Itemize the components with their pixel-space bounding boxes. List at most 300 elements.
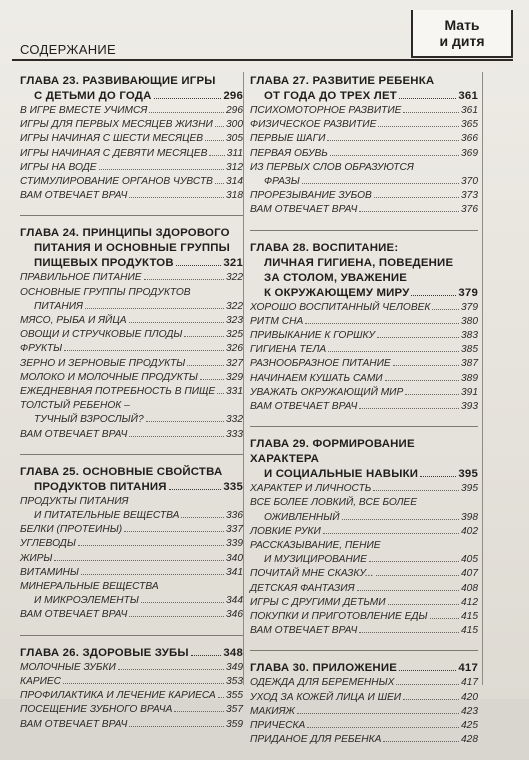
toc-entry-page-number: 361 xyxy=(461,105,478,116)
chapter-title-row xyxy=(250,89,478,104)
toc-entry xyxy=(250,733,478,747)
dot-leader xyxy=(64,350,224,351)
toc-entry-label: ИГРЫ НА ВОДЕ xyxy=(20,161,97,173)
toc-entry-label: УХОД ЗА КОЖЕЙ ЛИЦА И ШЕИ xyxy=(250,691,402,703)
toc-entry-page-number: 353 xyxy=(226,675,243,687)
toc-entry-page-number: 379 xyxy=(461,301,478,313)
dot-leader xyxy=(305,323,459,324)
chapter-title-row xyxy=(20,480,243,495)
toc-entry-label: ВИТАМИНЫ xyxy=(20,566,79,578)
chapter-title-line: ПРОДУКТОВ ПИТАНИЯ xyxy=(34,480,167,493)
toc-entry xyxy=(20,703,243,717)
dot-leader xyxy=(378,126,459,127)
toc-entry-page-number: 402 xyxy=(461,525,478,537)
toc-entry-label: ПЕРВЫЕ ШАГИ xyxy=(250,133,326,145)
toc-entry-label: ПСИХОМОТОРНОЕ РАЗВИТИЕ xyxy=(250,105,402,116)
toc-entry-page-number: 369 xyxy=(461,147,478,159)
toc-entry-label: ПИТАНИЯ xyxy=(34,300,83,312)
chapter-title xyxy=(250,661,478,676)
toc-entry-page-number: 318 xyxy=(226,190,243,202)
toc-entry xyxy=(250,329,478,343)
toc-entry xyxy=(250,596,478,610)
chapter-title-line: К ОКРУЖАЮЩЕМУ МИРУ xyxy=(264,286,410,299)
chapter-title-row xyxy=(250,467,478,482)
chapter-page-number: 395 xyxy=(458,468,478,481)
dot-leader xyxy=(141,602,224,603)
toc-entry-page-number: 339 xyxy=(226,538,243,550)
dot-leader xyxy=(209,155,224,156)
toc-entry-page-number: 393 xyxy=(461,401,478,413)
toc-entry xyxy=(20,661,243,675)
toc-entry xyxy=(20,523,243,537)
chapter-page-number: 335 xyxy=(223,480,243,493)
toc-entry-page-number: 420 xyxy=(461,691,478,703)
toc-entry xyxy=(20,385,243,399)
toc-entry-page-number: 336 xyxy=(226,510,243,522)
chapter-title-line: ОТ ГОДА ДО ТРЕХ ЛЕТ xyxy=(264,90,397,102)
toc-entry-label: ВАМ ОТВЕЧАЕТ ВРАЧ xyxy=(250,625,358,637)
toc-entry xyxy=(250,567,478,581)
dot-leader xyxy=(99,169,224,170)
toc-entry-label: ОЖИВЛЕННЫЙ xyxy=(264,511,340,523)
toc-entry xyxy=(20,371,243,385)
chapter-title-row xyxy=(20,646,243,661)
toc-entry-page-number: 322 xyxy=(226,272,243,284)
chapter-title-line: С ДЕТЬМИ ДО ГОДА xyxy=(34,90,152,102)
toc-entry-page-number: 425 xyxy=(461,720,478,732)
toc-entry xyxy=(20,399,243,413)
chapter-title-line: ГЛАВА 23. РАЗВИВАЮЩИЕ ИГРЫ xyxy=(20,75,216,87)
chapter-title-line: ГЛАВА 24. ПРИНЦИПЫ ЗДОРОВОГО xyxy=(20,227,230,240)
toc-entry-label: ВАМ ОТВЕЧАЕТ ВРАЧ xyxy=(20,428,128,440)
dot-leader xyxy=(342,519,459,520)
toc-entry-page-number: 312 xyxy=(226,161,243,173)
dot-leader xyxy=(181,517,224,518)
toc-entry-label: ЖИРЫ xyxy=(20,552,53,564)
dot-leader xyxy=(376,575,459,576)
header-divider xyxy=(12,59,513,61)
toc-entry xyxy=(20,300,243,314)
toc-entry-page-number: 415 xyxy=(461,611,478,623)
toc-chapter xyxy=(20,215,243,441)
toc-entry-label: ЕЖЕДНЕВНАЯ ПОТРЕБНОСТЬ В ПИЩЕ xyxy=(20,386,216,398)
dot-leader xyxy=(154,98,222,99)
dot-leader xyxy=(81,574,224,575)
toc-entry-label: ДЕТСКАЯ ФАНТАЗИЯ xyxy=(250,582,355,594)
dot-leader xyxy=(129,616,224,617)
toc-entry xyxy=(20,104,243,118)
toc-entry xyxy=(20,495,243,509)
toc-entry-page-number: 322 xyxy=(226,300,243,312)
toc-chapter xyxy=(250,74,478,218)
dot-leader xyxy=(327,140,459,141)
chapter-title-line: ЗА СТОЛОМ, УВАЖЕНИЕ xyxy=(264,271,408,284)
dot-leader xyxy=(432,309,459,310)
dot-leader xyxy=(328,351,459,352)
toc-entry xyxy=(20,286,243,300)
chapter-title-row xyxy=(20,89,243,104)
dot-leader xyxy=(191,655,222,656)
column-divider xyxy=(243,72,244,685)
toc-entry-page-number: 314 xyxy=(226,176,243,188)
dot-leader xyxy=(297,713,459,714)
toc-entry-label: ВАМ ОТВЕЧАЕТ ВРАЧ xyxy=(20,609,128,621)
toc-entry xyxy=(20,428,243,442)
toc-entry xyxy=(20,328,243,342)
toc-entry-page-number: 415 xyxy=(461,625,478,637)
dot-leader xyxy=(129,197,224,198)
chapter-title-line: И СОЦИАЛЬНЫЕ НАВЫКИ xyxy=(264,468,419,481)
toc-entry-page-number: 357 xyxy=(226,704,243,716)
chapter-page-number: 321 xyxy=(223,257,243,270)
toc-entry-page-number: 398 xyxy=(461,511,478,523)
toc-entry-label: ИГРЫ С ДРУГИМИ ДЕТЬМИ xyxy=(250,596,386,608)
dot-leader xyxy=(129,322,224,323)
chapter-title xyxy=(20,465,243,495)
toc-entry-page-number: 387 xyxy=(461,358,478,370)
column-divider xyxy=(482,72,483,685)
dot-leader xyxy=(129,436,224,437)
dot-leader xyxy=(149,112,224,113)
toc-entry-page-number: 370 xyxy=(461,176,478,188)
toc-entry xyxy=(250,372,478,386)
toc-entry-label: ВАМ ОТВЕЧАЕТ ВРАЧ xyxy=(20,718,128,730)
toc-entry xyxy=(250,203,478,217)
toc-entry-label: ИГРЫ ДЛЯ ПЕРВЫХ МЕСЯЦЕВ ЖИЗНИ xyxy=(20,119,213,131)
chapter-title-line: ЛИЧНАЯ ГИГИЕНА, ПОВЕДЕНИЕ xyxy=(264,256,454,269)
chapter-page-number: 348 xyxy=(223,646,243,659)
toc-entry-label: ИЗ ПЕРВЫХ СЛОВ ОБРАЗУЮТСЯ xyxy=(250,161,414,173)
dot-leader xyxy=(169,489,222,490)
toc-entry-page-number: 385 xyxy=(461,344,478,356)
dot-leader xyxy=(118,669,224,670)
dot-leader xyxy=(323,533,459,534)
toc-entry-label: ОСНОВНЫЕ ГРУППЫ ПРОДУКТОВ xyxy=(20,286,191,298)
chapter-title-line: ГЛАВА 26. ЗДОРОВЫЕ ЗУБЫ xyxy=(20,646,189,659)
chapter-title-line: ПИЩЕВЫХ ПРОДУКТОВ xyxy=(34,257,174,270)
toc-entry-label: ОДЕЖДА ДЛЯ БЕРЕМЕННЫХ xyxy=(250,677,395,689)
toc-entry xyxy=(20,271,243,285)
toc-entry-label: ТОЛСТЫЙ РЕБЕНОК – xyxy=(20,400,130,412)
toc-entry xyxy=(250,357,478,371)
chapter-title xyxy=(250,437,478,482)
toc-entry xyxy=(250,189,478,203)
toc-entry xyxy=(250,161,478,175)
chapter-page-number: 361 xyxy=(458,90,478,102)
toc-entry-page-number: 305 xyxy=(226,133,243,145)
dot-leader xyxy=(357,590,459,591)
toc-chapter xyxy=(20,74,243,203)
toc-entry xyxy=(250,400,478,414)
toc-entry-page-number: 341 xyxy=(226,566,243,578)
toc-entry-page-number: 365 xyxy=(461,119,478,131)
toc-entry-page-number: 408 xyxy=(461,582,478,594)
toc-entry-page-number: 323 xyxy=(226,315,243,327)
toc-entry-page-number: 311 xyxy=(226,147,243,159)
toc-entry-label: ПОКУПКИ И ПРИГОТОВЛЕНИЕ ЕДЫ xyxy=(250,611,428,623)
toc-chapter xyxy=(250,230,478,415)
chapter-title-row xyxy=(20,256,243,271)
toc-entry-page-number: 337 xyxy=(226,524,243,536)
toc-entry xyxy=(20,580,243,594)
section-tab xyxy=(411,10,513,58)
toc-entry-label: ВАМ ОТВЕЧАЕТ ВРАЧ xyxy=(250,204,358,216)
toc-entry-label: ВАМ ОТВЕЧАЕТ ВРАЧ xyxy=(250,401,358,413)
dot-leader xyxy=(377,337,459,338)
dot-leader xyxy=(330,155,459,156)
dot-leader xyxy=(144,279,224,280)
toc-entry-label: КАРИЕС xyxy=(20,675,62,687)
toc-entry xyxy=(20,608,243,622)
toc-entry xyxy=(250,525,478,539)
toc-entry-label: ТУЧНЫЙ ВЗРОСЛЫЙ? xyxy=(34,414,144,426)
dot-leader xyxy=(369,561,459,562)
toc-entry-label: ГИГИЕНА ТЕЛА xyxy=(250,344,327,356)
dot-leader xyxy=(146,421,224,422)
toc-entry xyxy=(20,413,243,427)
toc-entry xyxy=(250,147,478,161)
chapter-title-row xyxy=(250,661,478,676)
dot-leader xyxy=(174,711,224,712)
dot-leader xyxy=(63,683,224,684)
toc-entry-label: ФИЗИЧЕСКОЕ РАЗВИТИЕ xyxy=(250,119,377,131)
dot-leader xyxy=(399,98,456,99)
toc-entry-label: ЗЕРНО И ЗЕРНОВЫЕ ПРОДУКТЫ xyxy=(20,357,186,369)
toc-entry-page-number: 327 xyxy=(226,357,243,369)
toc-entry-label: ПОСЕЩЕНИЕ ЗУБНОГО ВРАЧА xyxy=(20,704,173,716)
toc-entry-label: ЛОВКИЕ РУКИ xyxy=(250,525,321,537)
dot-leader xyxy=(399,670,456,671)
toc-entry xyxy=(250,610,478,624)
page-title: СОДЕРЖАНИЕ xyxy=(20,42,117,57)
chapter-title-line: ГЛАВА 28. ВОСПИТАНИЕ: xyxy=(250,241,399,254)
toc-entry-page-number: 333 xyxy=(226,428,243,440)
chapter-title xyxy=(20,74,243,104)
dot-leader xyxy=(302,183,459,184)
toc-entry-label: МЯСО, РЫБА И ЯЙЦА xyxy=(20,315,127,327)
dot-leader xyxy=(217,393,224,394)
toc-entry xyxy=(20,357,243,371)
section-tab-line1: Мать xyxy=(444,17,480,33)
toc-entry-label: ВСЕ БОЛЕЕ ЛОВКИЙ, ВСЕ БОЛЕЕ xyxy=(250,497,418,509)
dot-leader xyxy=(205,140,224,141)
dot-leader xyxy=(187,365,224,366)
toc-entry-page-number: 340 xyxy=(226,552,243,564)
toc-entry-page-number: 346 xyxy=(226,609,243,621)
dot-leader xyxy=(78,545,224,546)
toc-entry-page-number: 428 xyxy=(461,734,478,746)
dot-leader xyxy=(129,726,224,727)
toc-entry-page-number: 423 xyxy=(461,705,478,717)
toc-entry-label: РАССКАЗЫВАНИЕ, ПЕНИЕ xyxy=(250,540,381,552)
toc-entry-label: РИТМ СНА xyxy=(250,315,304,327)
toc-entry xyxy=(20,718,243,732)
dot-leader xyxy=(403,112,459,113)
toc-entry-page-number: 300 xyxy=(226,119,243,131)
toc-entry-page-number: 383 xyxy=(461,330,478,342)
toc-entry xyxy=(250,676,478,690)
toc-entry-label: ФРУКТЫ xyxy=(20,343,63,355)
toc-entry xyxy=(20,566,243,580)
toc-entry xyxy=(20,552,243,566)
toc-entry xyxy=(20,342,243,356)
toc-entry xyxy=(250,175,478,189)
toc-entry xyxy=(250,118,478,132)
toc-entry xyxy=(250,482,478,496)
toc-column-right xyxy=(250,74,478,760)
toc-entry xyxy=(250,511,478,525)
toc-entry-label: И МУЗИЦИРОВАНИЕ xyxy=(264,554,367,566)
toc-entry xyxy=(250,624,478,638)
toc-entry-label: УВАЖАТЬ ОКРУЖАЮЩИЙ МИР xyxy=(250,386,404,398)
toc-entry-page-number: 376 xyxy=(461,204,478,216)
toc-entry-label: ИГРЫ НАЧИНАЯ С ДЕВЯТИ МЕСЯЦЕВ xyxy=(20,147,208,159)
toc-entry-label: В ИГРЕ ВМЕСТЕ УЧИМСЯ xyxy=(20,105,148,116)
toc-entry xyxy=(250,315,478,329)
toc-entry-page-number: 417 xyxy=(461,677,478,689)
toc-column-left xyxy=(20,74,243,744)
toc-entry xyxy=(20,147,243,161)
toc-entry-label: ПЕРВАЯ ОБУВЬ xyxy=(250,147,328,159)
toc-entry-label: ПРОФИЛАКТИКА И ЛЕЧЕНИЕ КАРИЕСА xyxy=(20,690,216,702)
toc-entry xyxy=(250,553,478,567)
toc-entry-label: И ПИТАТЕЛЬНЫЕ ВЕЩЕСТВА xyxy=(34,510,180,522)
chapter-title xyxy=(250,241,478,301)
toc-entry-label: НАЧИНАЕМ КУШАТЬ САМИ xyxy=(250,372,383,384)
dot-leader xyxy=(359,211,459,212)
toc-entry xyxy=(20,594,243,608)
dot-leader xyxy=(54,560,224,561)
dot-leader xyxy=(396,684,459,685)
dot-leader xyxy=(430,618,459,619)
chapter-title-line: ГЛАВА 29. ФОРМИРОВАНИЕ ХАРАКТЕРА xyxy=(250,438,415,466)
toc-entry-page-number: 380 xyxy=(461,315,478,327)
dot-leader xyxy=(215,183,224,184)
toc-entry xyxy=(20,537,243,551)
dot-leader xyxy=(373,490,459,491)
toc-entry xyxy=(250,104,478,118)
toc-entry-label: ПРОРЕЗЫВАНИЕ ЗУБОВ xyxy=(250,190,372,202)
dot-leader xyxy=(124,531,224,532)
toc-entry-label: МОЛОЧНЫЕ ЗУБКИ xyxy=(20,661,116,673)
toc-entry-label: ПРИДАНОЕ ДЛЯ РЕБЕНКА xyxy=(250,734,382,746)
toc-entry-label: ИГРЫ НАЧИНАЯ С ШЕСТИ МЕСЯЦЕВ xyxy=(20,133,204,145)
toc-entry-page-number: 359 xyxy=(226,718,243,730)
toc-chapter xyxy=(20,454,243,623)
dot-leader xyxy=(215,126,224,127)
toc-entry-page-number: 391 xyxy=(461,386,478,398)
toc-entry xyxy=(20,689,243,703)
toc-entry-label: ПОЧИТАЙ МНЕ СКАЗКУ... xyxy=(250,568,374,580)
dot-leader xyxy=(307,727,459,728)
toc-entry-label: БЕЛКИ (ПРОТЕИНЫ) xyxy=(20,524,123,536)
toc-entry xyxy=(250,691,478,705)
chapter-page-number: 379 xyxy=(458,286,478,299)
toc-entry-page-number: 395 xyxy=(461,483,478,495)
toc-entry-page-number: 366 xyxy=(461,133,478,145)
dot-leader xyxy=(405,394,459,395)
toc-entry xyxy=(250,301,478,315)
toc-entry-page-number: 349 xyxy=(226,661,243,673)
toc-entry-label: МАКИЯЖ xyxy=(250,705,295,717)
toc-entry-label: ФРАЗЫ xyxy=(264,176,300,188)
toc-entry-page-number: 332 xyxy=(226,414,243,426)
toc-entry xyxy=(20,314,243,328)
dot-leader xyxy=(359,408,459,409)
toc-entry xyxy=(20,509,243,523)
toc-entry-label: ПРИЧЕСКА xyxy=(250,720,306,732)
dot-leader xyxy=(420,476,456,477)
dot-leader xyxy=(200,379,224,380)
toc-entry-page-number: 344 xyxy=(226,595,243,607)
dot-leader xyxy=(218,697,224,698)
toc-entry-page-number: 355 xyxy=(226,690,243,702)
toc-entry-label: ХАРАКТЕР И ЛИЧНОСТЬ xyxy=(250,483,372,495)
chapter-title-line: ГЛАВА 25. ОСНОВНЫЕ СВОЙСТВА xyxy=(20,465,223,478)
toc-entry xyxy=(250,343,478,357)
toc-entry-label: ПРОДУКТЫ ПИТАНИЯ xyxy=(20,495,129,507)
toc-entry-page-number: 325 xyxy=(226,329,243,341)
chapter-title-line: ПИТАНИЯ И ОСНОВНЫЕ ГРУППЫ xyxy=(34,242,231,255)
toc-entry xyxy=(20,675,243,689)
toc-entry-label: ОВОЩИ И СТРУЧКОВЫЕ ПЛОДЫ xyxy=(20,329,183,341)
toc-entry xyxy=(250,132,478,146)
chapter-title-line: ГЛАВА 27. РАЗВИТИЕ РЕБЕНКА xyxy=(250,75,435,87)
chapter-page-number: 296 xyxy=(223,90,243,102)
dot-leader xyxy=(184,336,224,337)
toc-entry-label: РАЗНООБРАЗНОЕ ПИТАНИЕ xyxy=(250,358,391,370)
toc-entry-label: УГЛЕВОДЫ xyxy=(20,538,76,550)
chapter-title-line: ГЛАВА 30. ПРИЛОЖЕНИЕ xyxy=(250,662,398,675)
toc-entry-page-number: 412 xyxy=(461,596,478,608)
toc-entry-page-number: 407 xyxy=(461,568,478,580)
chapter-title xyxy=(20,646,243,661)
toc-entry-label: СТИМУЛИРОВАНИЕ ОРГАНОВ ЧУВСТВ xyxy=(20,176,213,188)
dot-leader xyxy=(176,265,222,266)
toc-entry xyxy=(20,118,243,132)
toc-entry-page-number: 405 xyxy=(461,554,478,566)
dot-leader xyxy=(359,632,459,633)
chapter-title xyxy=(250,74,478,104)
toc-entry-label: МОЛОКО И МОЛОЧНЫЕ ПРОДУКТЫ xyxy=(20,371,198,383)
toc-entry-page-number: 329 xyxy=(226,371,243,383)
dot-leader xyxy=(411,295,456,296)
dot-leader xyxy=(388,604,460,605)
dot-leader xyxy=(393,365,459,366)
toc-entry-label: И МИКРОЭЛЕМЕНТЫ xyxy=(34,595,139,607)
toc-chapter xyxy=(20,635,243,732)
toc-entry-label: ХОРОШО ВОСПИТАННЫЙ ЧЕЛОВЕК xyxy=(250,301,431,313)
dot-leader xyxy=(383,741,459,742)
toc-entry xyxy=(250,386,478,400)
toc-entry xyxy=(250,582,478,596)
toc-entry xyxy=(250,539,478,553)
dot-leader xyxy=(85,308,224,309)
toc-entry-page-number: 373 xyxy=(461,190,478,202)
toc-entry-label: МИНЕРАЛЬНЫЕ ВЕЩЕСТВА xyxy=(20,581,159,593)
toc-chapter xyxy=(250,426,478,638)
toc-entry-page-number: 326 xyxy=(226,343,243,355)
toc-entry xyxy=(20,132,243,146)
dot-leader xyxy=(385,380,459,381)
toc-entry xyxy=(20,175,243,189)
chapter-title xyxy=(20,226,243,271)
toc-entry xyxy=(20,161,243,175)
chapter-title-row xyxy=(250,286,478,301)
toc-entry-label: ВАМ ОТВЕЧАЕТ ВРАЧ xyxy=(20,190,128,202)
toc-entry-label: ПРАВИЛЬНОЕ ПИТАНИЕ xyxy=(20,272,142,284)
toc-entry xyxy=(250,719,478,733)
